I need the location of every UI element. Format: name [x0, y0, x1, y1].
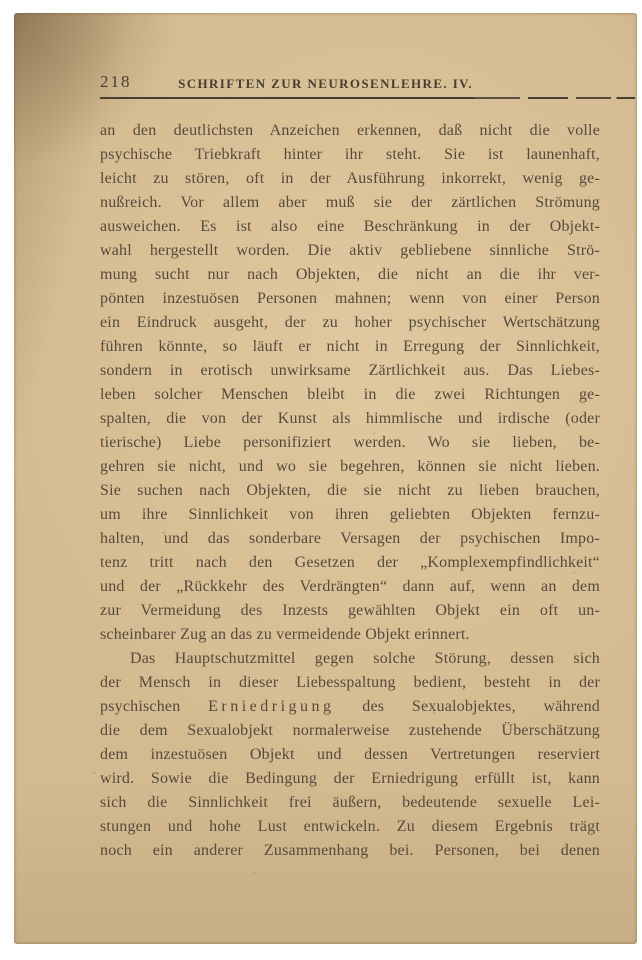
page-text: [100, 119, 600, 863]
text-line: scheinbarer Zug an das zu vermeidende Objekt erinnert.: [100, 626, 470, 643]
text-line: wird. Sowie die Bedingung der Erniedrigung erfüllt ist, kann: [100, 770, 600, 787]
text-line: tierische) Liebe personifiziert werden. Wo sie lieben, be-: [100, 434, 600, 451]
text-line: sondern in erotisch unwirksame Zärtlichkeit aus. Das Liebes-: [100, 362, 600, 379]
page-number: 218: [100, 72, 132, 91]
text-line: noch ein anderer Zusammenhang bei. Personen, bei denen: [100, 842, 600, 859]
text-line: leben solcher Menschen bleibt in die zwei Richtungen ge-: [100, 386, 600, 403]
text-line: an den deutlichsten Anzeichen erkennen, daß nicht die volle: [100, 122, 600, 139]
text-line: ein Eindruck ausgeht, der zu hoher psychischer Wertschätzung: [100, 314, 600, 331]
text-line: psychische Triebkraft hinter ihr steht. Sie ist launenhaft,: [100, 146, 600, 163]
text-line: stungen und hohe Lust entwickeln. Zu diesem Ergebnis trägt: [100, 818, 600, 835]
text-line: dem inzestuösen Objekt und dessen Vertretungen reserviert: [100, 746, 600, 763]
text-line: halten, und das sonderbare Versagen der psychischen Impo-: [100, 530, 600, 547]
text-line: führen könnte, so läuft er nicht in Erregung der Sinnlichkeit,: [100, 338, 600, 355]
text-line: und der „Rückkehr des Verdrängten“ dann auf, wenn an dem: [100, 578, 600, 595]
text-line: wahl hergestellt worden. Die aktiv gebliebene sinnliche Strö-: [100, 242, 600, 259]
header-rule: [100, 97, 635, 99]
text-line: mung sucht nur nach Objekten, die nicht an die ihr ver-: [100, 266, 600, 283]
running-title: SCHRIFTEN ZUR NEUROSENLEHRE. IV.: [178, 76, 473, 91]
text-line: Sie suchen nach Objekten, die sie nicht zu lieben brauchen,: [100, 482, 600, 499]
text-line: psychischen Erniedrigung des Sexualobjektes, während: [100, 698, 600, 715]
text-line: leicht zu stören, oft in der Ausführung inkorrekt, wenig ge-: [100, 170, 600, 187]
emphasized-word: Erniedrigung: [208, 698, 335, 715]
text-line: spalten, die von der Kunst als himmlische und irdische (oder: [100, 410, 600, 427]
text-line: der Mensch in dieser Liebesspaltung bedient, besteht in der: [100, 674, 600, 691]
text-line: pönten inzestuösen Personen mahnen; wenn von einer Person: [100, 290, 600, 307]
book-page: [14, 13, 637, 944]
text-line: zur Vermeidung des Inzests gewählten Objekt ein oft un-: [100, 602, 600, 619]
text-line: um ihre Sinnlichkeit von ihren geliebten Objekten fernzu-: [100, 506, 600, 523]
text-line: tenz tritt nach den Gesetzen der „Komplexempfindlichkeit“: [100, 554, 600, 571]
text-line: die dem Sexualobjekt normalerweise zustehende Überschätzung: [100, 722, 600, 739]
text-line: nußreich. Vor allem aber muß sie der zärtlichen Strömung: [100, 194, 600, 211]
text-line: sich die Sinnlichkeit frei äußern, bedeutende sexuelle Lei-: [100, 794, 600, 811]
text-line: Das Hauptschutzmittel gegen solche Störung, dessen sich: [130, 650, 600, 667]
text-line: gehren sie nicht, und wo sie begehren, können sie nicht lieben.: [100, 458, 600, 475]
text-line: ausweichen. Es ist also eine Beschränkung in der Objekt-: [100, 218, 600, 235]
